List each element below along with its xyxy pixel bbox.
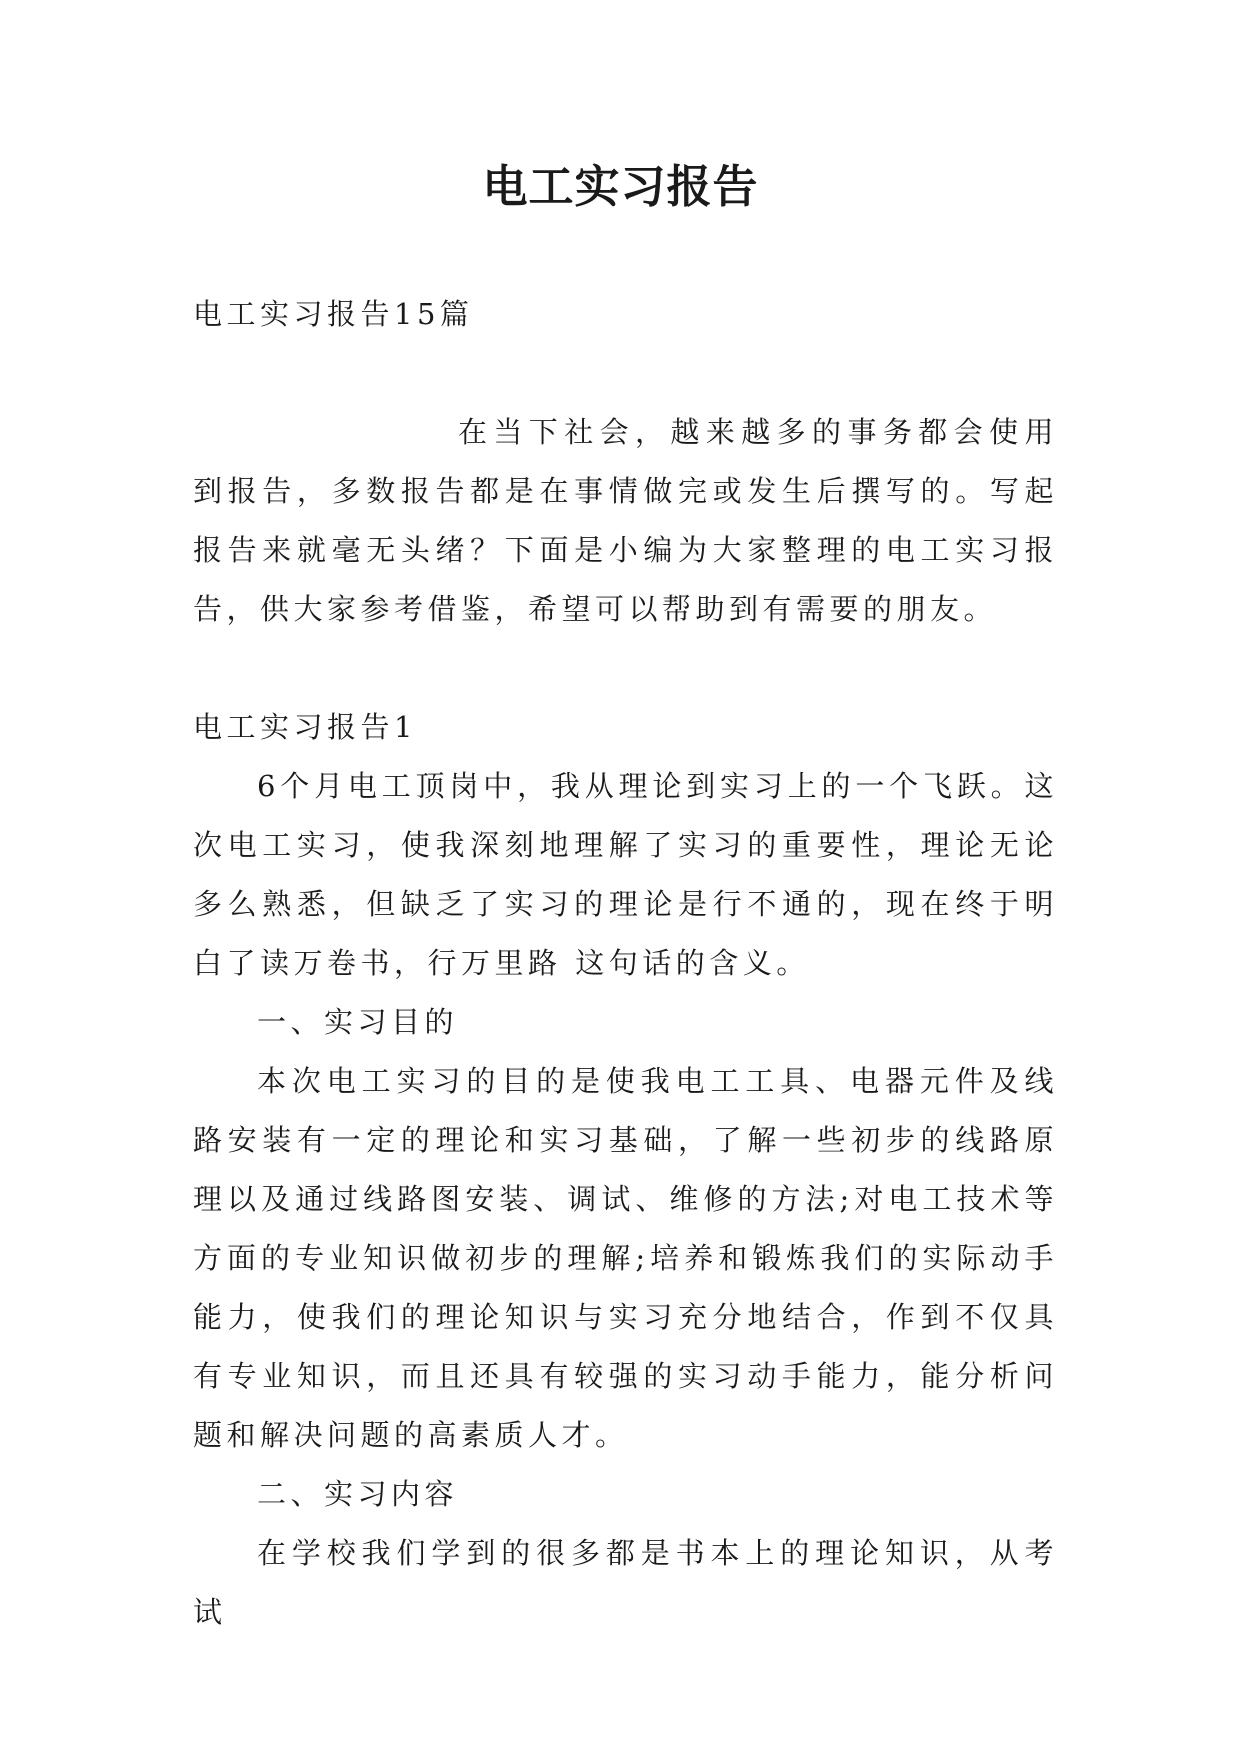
content-heading: 二、实习内容 [257, 1477, 459, 1511]
section-heading: 电工实习报告1 [193, 710, 417, 744]
body-paragraph: 在学校我们学到的很多都是书本上的理论知识，从考试 [193, 1536, 1058, 1629]
document-body [193, 285, 1058, 1642]
body-paragraph: 6个月电工顶岗中，我从理论到实习上的一个飞跃。这次电工实习，使我深刻地理解了实习的重要性，理论无论多么熟悉，但缺乏了实习的理论是行不通的，现在终于明白了读万卷书，行万里路 这句话的含义。 [193, 769, 1058, 980]
document-title: 电工实习报告 [482, 160, 759, 213]
purpose-heading: 一、实习目的 [257, 1005, 459, 1039]
document-subtitle: 电工实习报告15篇 [193, 297, 474, 331]
intro-paragraph: 在当下社会，越来越多的事务都会使用到报告，多数报告都是在事情做完或发生后撰写的。写起报告来就毫无头绪？下面是小编为大家整理的电工实习报告，供大家参考借鉴，希望可以帮助到有需要的朋友。 [193, 415, 1058, 626]
body-paragraph: 本次电工实习的目的是使我电工工具、电器元件及线路安装有一定的理论和实习基础，了解一些初步的线路原理以及通过线路图安装、调试、维修的方法;对电工技术等方面的专业知识做初步的理解;培养和锻炼我们的实际动手能力，使我们的理论知识与实习充分地结合，作到不仅具有专业知识，而且还具有较强的实习动手能力，能分析问题和解决问题的高素质人才。 [193, 1064, 1058, 1452]
